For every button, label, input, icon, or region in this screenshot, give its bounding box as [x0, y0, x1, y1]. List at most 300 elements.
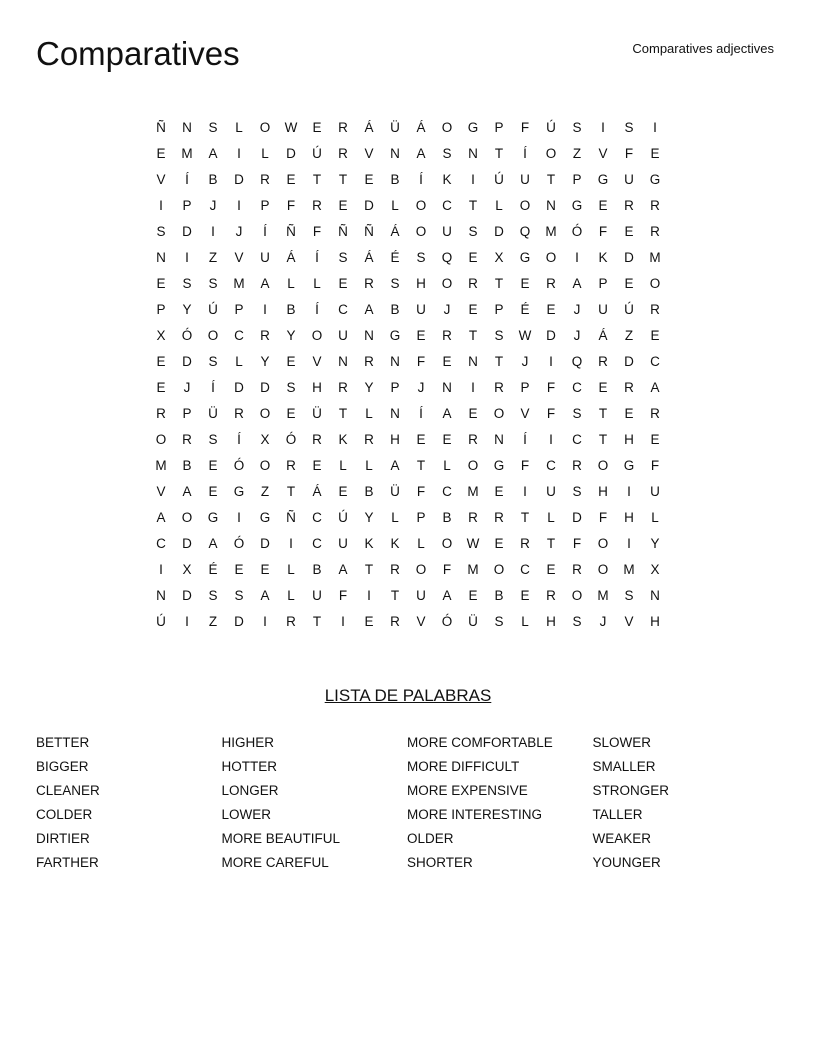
grid-letter: L	[651, 510, 659, 525]
grid-letter: C	[312, 536, 322, 551]
grid-letter: Y	[260, 354, 270, 369]
grid-letter: T	[520, 510, 530, 525]
word-list-item: MORE COMFORTABLE	[407, 735, 553, 750]
grid-letter: D	[494, 224, 504, 239]
grid-letter: R	[260, 172, 270, 187]
grid-letter: D	[572, 510, 582, 525]
grid-letter: I	[263, 614, 267, 629]
grid-letter: I	[549, 432, 553, 447]
grid-letter: R	[624, 198, 634, 213]
grid-letter: Z	[208, 250, 218, 265]
grid-letter: D	[234, 380, 244, 395]
grid-letter: Ó	[233, 536, 245, 551]
word-list-column	[36, 731, 222, 875]
grid-letter: D	[260, 380, 270, 395]
grid-letter: C	[312, 510, 322, 525]
word-list-item: BETTER	[36, 735, 90, 750]
page-title: Comparatives	[36, 35, 240, 72]
grid-letter: E	[156, 276, 166, 291]
grid-letter: R	[390, 562, 400, 577]
grid-letter: F	[598, 510, 608, 525]
grid-letter: Á	[390, 224, 400, 239]
grid-letter: A	[338, 562, 348, 577]
grid-letter: I	[575, 250, 579, 265]
grid-letter: B	[390, 302, 400, 317]
grid-letter: Ó	[181, 328, 193, 343]
grid-letter: B	[442, 510, 452, 525]
grid-letter: C	[442, 484, 452, 499]
grid-letter: Í	[315, 250, 319, 265]
grid-letter: S	[572, 406, 582, 421]
grid-letter: N	[468, 146, 478, 161]
grid-letter: O	[519, 198, 531, 213]
grid-letter: R	[390, 614, 400, 629]
grid-letter: C	[338, 302, 348, 317]
grid-letter: S	[572, 120, 582, 135]
grid-letter: O	[207, 328, 219, 343]
grid-letter: V	[624, 614, 634, 629]
grid-letter: I	[653, 120, 657, 135]
grid-letter: É	[208, 562, 218, 577]
grid-letter: Q	[571, 354, 583, 369]
grid-letter: T	[312, 172, 322, 187]
grid-letter: E	[286, 172, 296, 187]
grid-letter: E	[650, 146, 660, 161]
grid-letter: R	[338, 380, 348, 395]
word-list-item: MORE DIFFICULT	[407, 759, 520, 774]
grid-row	[148, 375, 668, 401]
grid-letter: I	[185, 614, 189, 629]
grid-letter: S	[390, 276, 400, 291]
grid-letter: Ñ	[364, 224, 374, 239]
grid-letter: A	[260, 276, 270, 291]
word-list-item: MORE BEAUTIFUL	[221, 831, 341, 846]
grid-letter: M	[467, 484, 479, 499]
grid-letter: R	[468, 276, 478, 291]
grid-letter: L	[339, 458, 347, 473]
grid-letter: E	[494, 484, 504, 499]
grid-letter: L	[391, 510, 399, 525]
grid-letter: Ó	[441, 614, 453, 629]
word-search-grid	[148, 115, 668, 635]
grid-letter: N	[390, 354, 400, 369]
grid-letter: S	[572, 614, 582, 629]
grid-letter: N	[182, 120, 192, 135]
grid-letter: O	[259, 406, 271, 421]
grid-letter: D	[546, 328, 556, 343]
grid-letter: L	[287, 276, 295, 291]
grid-letter: M	[623, 562, 635, 577]
grid-letter: O	[181, 510, 193, 525]
grid-letter: O	[597, 458, 609, 473]
grid-letter: E	[624, 406, 634, 421]
grid-letter: X	[650, 562, 660, 577]
grid-letter: U	[520, 172, 530, 187]
grid-letter: A	[156, 510, 166, 525]
grid-letter: V	[156, 172, 166, 187]
grid-letter: M	[545, 224, 557, 239]
grid-letter: V	[520, 406, 530, 421]
grid-letter: S	[494, 328, 504, 343]
grid-letter: N	[546, 198, 556, 213]
grid-letter: D	[260, 536, 270, 551]
grid-letter: V	[234, 250, 244, 265]
grid-letter: E	[546, 302, 556, 317]
word-list-item: HOTTER	[221, 759, 277, 774]
grid-letter: S	[624, 588, 634, 603]
grid-letter: T	[546, 172, 556, 187]
grid-letter: H	[416, 276, 426, 291]
grid-letter: N	[650, 588, 660, 603]
grid-letter: S	[208, 354, 218, 369]
word-list-item: LOWER	[221, 807, 272, 822]
grid-letter: U	[442, 224, 452, 239]
grid-row	[148, 557, 668, 583]
grid-letter: Ú	[156, 614, 166, 629]
grid-letter: J	[599, 614, 607, 629]
grid-letter: Ú	[208, 302, 218, 317]
grid-letter: I	[289, 536, 293, 551]
grid-letter: G	[597, 172, 609, 187]
grid-letter: T	[494, 354, 504, 369]
grid-row	[148, 505, 668, 531]
grid-letter: E	[494, 536, 504, 551]
grid-letter: A	[416, 146, 426, 161]
word-list-column	[407, 731, 593, 875]
grid-row	[148, 297, 668, 323]
word-list-column	[222, 731, 408, 875]
grid-letter: Ü	[468, 614, 478, 629]
grid-letter: R	[650, 406, 660, 421]
grid-letter: P	[156, 302, 166, 317]
grid-letter: L	[287, 588, 295, 603]
grid-letter: Ú	[312, 146, 322, 161]
grid-letter: U	[260, 250, 270, 265]
grid-letter: R	[260, 328, 270, 343]
grid-letter: L	[443, 458, 451, 473]
grid-letter: E	[442, 354, 452, 369]
grid-letter: G	[571, 198, 583, 213]
grid-letter: Z	[260, 484, 270, 499]
grid-letter: M	[155, 458, 167, 473]
grid-letter: E	[442, 432, 452, 447]
grid-letter: F	[598, 224, 608, 239]
grid-letter: H	[390, 432, 400, 447]
grid-letter: C	[572, 432, 582, 447]
grid-letter: Í	[523, 146, 527, 161]
word-list-item: DIRTIER	[36, 831, 90, 846]
grid-letter: T	[312, 614, 322, 629]
grid-letter: G	[389, 328, 401, 343]
grid-letter: É	[390, 250, 400, 265]
grid-row	[148, 167, 668, 193]
grid-letter: U	[338, 328, 348, 343]
word-list-item: OLDER	[407, 831, 454, 846]
grid-letter: D	[624, 250, 634, 265]
grid-letter: Í	[263, 224, 267, 239]
grid-letter: R	[468, 432, 478, 447]
grid-letter: Ú	[546, 120, 556, 135]
grid-letter: L	[365, 458, 373, 473]
grid-letter: T	[364, 562, 374, 577]
grid-letter: N	[442, 380, 452, 395]
grid-letter: Ñ	[286, 510, 296, 525]
grid-letter: O	[415, 224, 427, 239]
grid-letter: J	[443, 302, 451, 317]
grid-letter: S	[286, 380, 296, 395]
grid-letter: Ó	[233, 458, 245, 473]
grid-letter: L	[495, 198, 503, 213]
grid-letter: Ñ	[156, 120, 166, 135]
grid-letter: U	[598, 302, 608, 317]
grid-row	[148, 453, 668, 479]
grid-letter: C	[572, 380, 582, 395]
grid-letter: P	[234, 302, 244, 317]
grid-letter: E	[416, 432, 426, 447]
grid-row	[148, 193, 668, 219]
word-list-item: HIGHER	[221, 735, 275, 750]
grid-letter: R	[520, 536, 530, 551]
grid-letter: V	[598, 146, 608, 161]
grid-letter: A	[390, 458, 400, 473]
grid-letter: P	[572, 172, 582, 187]
grid-letter: I	[211, 224, 215, 239]
grid-letter: T	[338, 172, 348, 187]
grid-letter: O	[441, 536, 453, 551]
grid-letter: Í	[185, 172, 189, 187]
word-list-item: MORE EXPENSIVE	[407, 783, 528, 798]
grid-letter: X	[494, 250, 504, 265]
grid-letter: J	[183, 380, 191, 395]
grid-letter: B	[390, 172, 400, 187]
grid-letter: E	[598, 198, 608, 213]
grid-letter: F	[520, 120, 530, 135]
grid-letter: U	[416, 302, 426, 317]
grid-letter: E	[468, 302, 478, 317]
grid-letter: E	[260, 562, 270, 577]
grid-letter: V	[364, 146, 374, 161]
grid-letter: S	[624, 120, 634, 135]
grid-letter: H	[312, 380, 322, 395]
grid-letter: C	[156, 536, 166, 551]
word-list-item: LONGER	[221, 783, 279, 798]
grid-letter: S	[208, 120, 218, 135]
grid-letter: U	[416, 588, 426, 603]
grid-letter: I	[523, 484, 527, 499]
word-list-heading: LISTA DE PALABRAS	[324, 686, 492, 705]
grid-letter: E	[650, 432, 660, 447]
grid-letter: S	[416, 250, 426, 265]
grid-letter: O	[415, 562, 427, 577]
word-list	[36, 731, 780, 875]
grid-letter: S	[494, 614, 504, 629]
grid-letter: D	[234, 172, 244, 187]
grid-row	[148, 245, 668, 271]
grid-letter: E	[624, 276, 634, 291]
grid-letter: Í	[523, 432, 527, 447]
grid-letter: I	[237, 146, 241, 161]
grid-letter: E	[468, 250, 478, 265]
grid-letter: F	[650, 458, 660, 473]
grid-letter: J	[573, 328, 581, 343]
grid-letter: R	[494, 380, 504, 395]
grid-letter: M	[181, 146, 193, 161]
grid-letter: T	[546, 536, 556, 551]
grid-letter: V	[416, 614, 426, 629]
grid-row	[148, 427, 668, 453]
grid-letter: F	[572, 536, 582, 551]
grid-letter: R	[338, 146, 348, 161]
grid-letter: E	[208, 458, 218, 473]
grid-letter: U	[338, 536, 348, 551]
grid-letter: Á	[416, 120, 426, 135]
grid-row	[148, 583, 668, 609]
grid-letter: X	[182, 562, 192, 577]
grid-letter: R	[598, 354, 608, 369]
grid-letter: R	[286, 614, 296, 629]
word-list-column	[593, 731, 779, 875]
grid-letter: Ü	[390, 120, 400, 135]
grid-letter: Z	[208, 614, 218, 629]
grid-row	[148, 401, 668, 427]
grid-letter: E	[468, 406, 478, 421]
grid-letter: R	[650, 198, 660, 213]
grid-letter: Á	[312, 484, 322, 499]
grid-letter: D	[182, 588, 192, 603]
grid-letter: E	[520, 588, 530, 603]
word-list-item: COLDER	[36, 807, 93, 822]
grid-letter: P	[416, 510, 426, 525]
grid-letter: C	[520, 562, 530, 577]
grid-letter: E	[312, 120, 322, 135]
grid-letter: J	[209, 198, 217, 213]
grid-letter: F	[416, 484, 426, 499]
grid-letter: Ó	[285, 432, 297, 447]
grid-letter: L	[547, 510, 555, 525]
grid-letter: E	[338, 198, 348, 213]
grid-letter: P	[182, 406, 192, 421]
grid-letter: Í	[211, 380, 215, 395]
grid-letter: S	[208, 432, 218, 447]
grid-letter: C	[234, 328, 244, 343]
grid-letter: R	[338, 120, 348, 135]
grid-letter: F	[624, 146, 634, 161]
grid-letter: C	[442, 198, 452, 213]
word-list-item: TALLER	[592, 807, 643, 822]
word-list-item: YOUNGER	[592, 855, 661, 870]
grid-row	[148, 531, 668, 557]
grid-letter: H	[624, 432, 634, 447]
grid-letter: I	[627, 536, 631, 551]
grid-letter: R	[312, 198, 322, 213]
grid-letter: U	[650, 484, 660, 499]
grid-letter: T	[416, 458, 426, 473]
grid-letter: I	[341, 614, 345, 629]
grid-letter: F	[286, 198, 296, 213]
grid-letter: Ñ	[286, 224, 296, 239]
grid-letter: L	[521, 614, 529, 629]
grid-letter: U	[624, 172, 634, 187]
grid-letter: Y	[364, 380, 374, 395]
grid-letter: T	[468, 328, 478, 343]
grid-letter: O	[155, 432, 167, 447]
grid-letter: A	[260, 588, 270, 603]
word-list-item: STRONGER	[592, 783, 670, 798]
grid-letter: K	[390, 536, 400, 551]
grid-letter: W	[284, 120, 298, 135]
grid-letter: D	[182, 354, 192, 369]
grid-letter: Q	[441, 250, 453, 265]
grid-row	[148, 349, 668, 375]
grid-letter: E	[364, 614, 374, 629]
grid-letter: Í	[419, 172, 423, 187]
grid-letter: I	[159, 198, 163, 213]
grid-letter: G	[493, 458, 505, 473]
grid-row	[148, 115, 668, 141]
grid-letter: R	[182, 432, 192, 447]
grid-letter: T	[390, 588, 400, 603]
grid-letter: Y	[286, 328, 296, 343]
grid-letter: I	[627, 484, 631, 499]
grid-letter: I	[367, 588, 371, 603]
grid-letter: Ú	[624, 302, 634, 317]
grid-letter: I	[601, 120, 605, 135]
grid-letter: S	[572, 484, 582, 499]
grid-letter: M	[467, 562, 479, 577]
grid-letter: C	[650, 354, 660, 369]
grid-letter: T	[286, 484, 296, 499]
grid-letter: É	[520, 302, 530, 317]
grid-letter: Q	[519, 224, 531, 239]
grid-letter: R	[234, 406, 244, 421]
grid-letter: S	[208, 276, 218, 291]
grid-letter: Ü	[208, 406, 218, 421]
grid-letter: Á	[364, 120, 374, 135]
grid-letter: O	[493, 406, 505, 421]
grid-letter: L	[365, 406, 373, 421]
grid-letter: T	[598, 406, 608, 421]
grid-letter: D	[234, 614, 244, 629]
grid-letter: B	[494, 588, 504, 603]
grid-letter: T	[494, 146, 504, 161]
grid-letter: E	[416, 328, 426, 343]
grid-letter: Ü	[390, 484, 400, 499]
grid-letter: Ü	[312, 406, 322, 421]
grid-letter: S	[338, 250, 348, 265]
word-list-item: CLEANER	[36, 783, 100, 798]
grid-letter: L	[417, 536, 425, 551]
grid-letter: I	[237, 510, 241, 525]
grid-letter: P	[260, 198, 270, 213]
page-subtitle: Comparatives adjectives	[632, 41, 774, 56]
word-list-item: BIGGER	[36, 759, 89, 774]
grid-letter: A	[572, 276, 582, 291]
grid-letter: A	[208, 146, 218, 161]
grid-letter: O	[311, 328, 323, 343]
grid-letter: Y	[182, 302, 192, 317]
grid-letter: P	[182, 198, 192, 213]
grid-letter: R	[650, 302, 660, 317]
word-list-item: SMALLER	[592, 759, 656, 774]
grid-letter: G	[259, 510, 271, 525]
grid-letter: R	[312, 432, 322, 447]
grid-letter: Á	[364, 250, 374, 265]
grid-letter: R	[156, 406, 166, 421]
grid-letter: H	[650, 614, 660, 629]
grid-letter: O	[467, 458, 479, 473]
grid-letter: S	[208, 588, 218, 603]
grid-letter: L	[261, 146, 269, 161]
